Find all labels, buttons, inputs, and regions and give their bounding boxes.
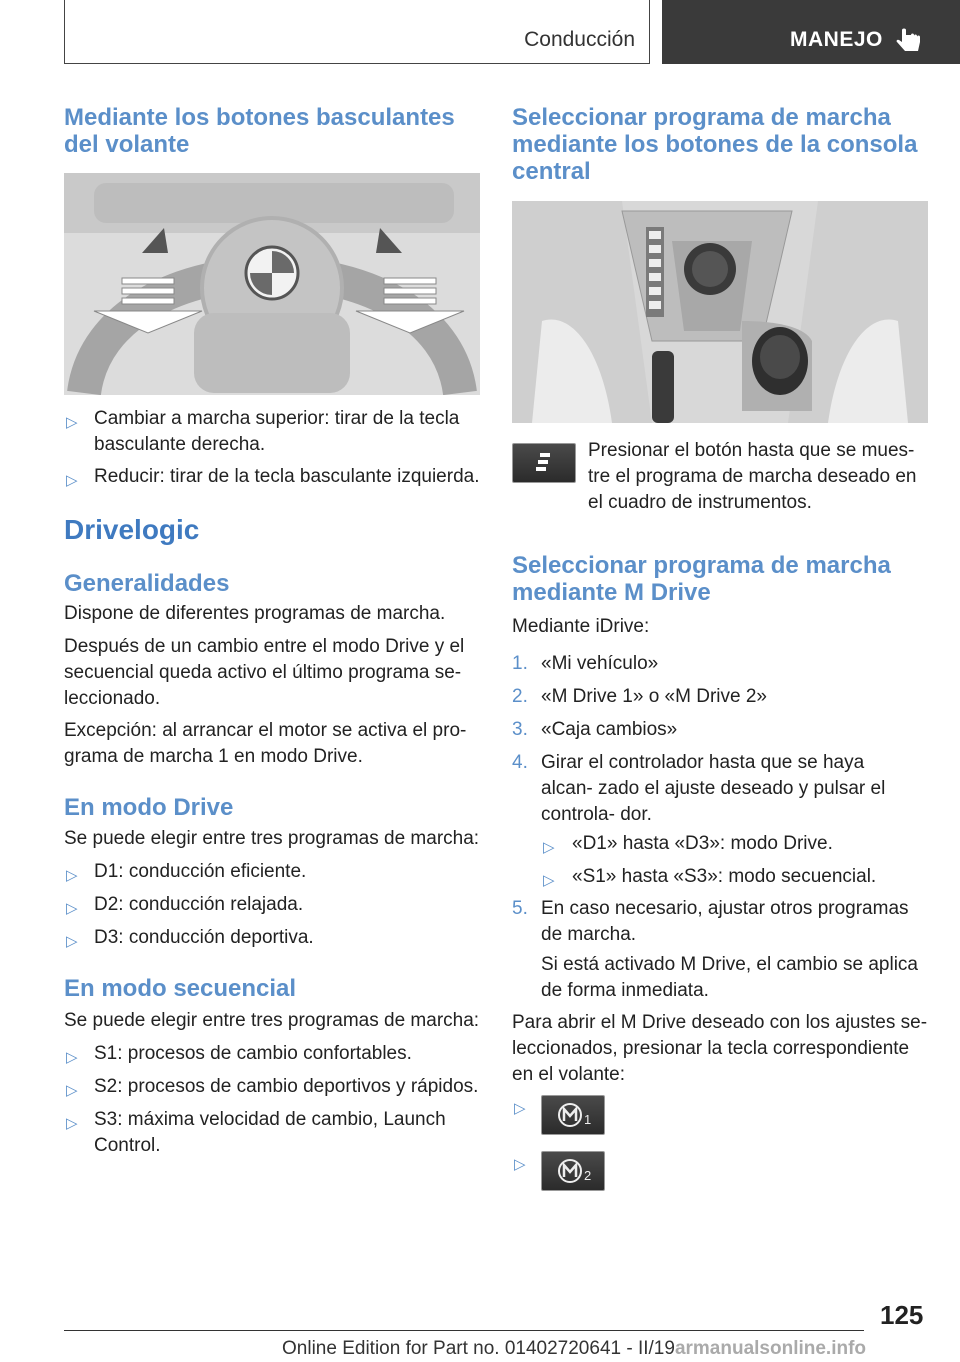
drive-bullet: D3: conducción deportiva. [94,927,314,948]
footer-watermark: armanualsonline.info [674,1338,867,1359]
paddle-bullet: Reducir: tirar de la tecla basculante izquierda. [94,466,480,487]
footer-edition [282,1338,866,1360]
bullet-triangle-icon: ▷ [66,1115,78,1132]
drive-intro: Se puede elegir entre tres programas de marcha: [64,828,480,849]
drivelogic-button-image [512,443,576,483]
step-number: 3. [512,719,528,740]
bullet-triangle-icon: ▷ [543,839,555,856]
sub-bullet: «D1» hasta «D3»: modo Drive. [572,833,833,854]
step-text: «M Drive 1» o «M Drive 2» [541,686,767,707]
heading-mdrive: Seleccionar programa de marcha mediante M Drive [512,552,891,606]
seq-bullet: S2: procesos de cambio deportivos y rápidos. [94,1076,479,1097]
heading-sequential-mode: En modo secuencial [64,975,297,1002]
seq-bullet: S1: procesos de cambio confortables. [94,1043,412,1064]
footer-divider [64,1330,864,1331]
footer-edition-text: Online Edition for Part no. 01402720641 - II/19 [282,1338,675,1359]
paddle-bullet: Cambiar a marcha superior: tirar de la tecla basculante derecha. [94,408,460,455]
bullet-triangle-icon: ▷ [66,900,78,917]
steering-wheel-image [64,173,480,395]
drive-bullet: D2: conducción relajada. [94,894,304,915]
sub-bullet: «S1» hasta «S3»: modo secuencial. [572,866,877,887]
step-text: «Mi vehículo» [541,653,659,674]
seq-bullet: S3: máxima velocidad de cambio, Launch Control. [94,1109,446,1156]
header-chapter-label: MANEJO [790,28,883,51]
bullet-triangle-icon: ▷ [66,472,78,489]
m2-button-image [541,1151,605,1191]
bullet-triangle-icon: ▷ [514,1156,526,1173]
closing-paragraph: Para abrir el M Drive deseado con los ajustes se- leccionados, presionar la tecla correspondiente en el volante: [512,1012,928,1085]
heading-generalidades: Generalidades [64,570,230,597]
m1-subscript: 1 [584,1112,592,1127]
step-text: Girar el controlador hasta que se haya alcan- zado el ajuste deseado y pulsar el controla- dor. [541,752,886,825]
general-paragraph: Dispone de diferentes programas de marcha. [64,603,446,624]
pointing-hand-icon [896,26,926,54]
drivelogic-bars-icon [513,444,575,482]
header-section-tab [64,0,650,64]
page-number: 125 [880,1300,924,1330]
step-number: 5. [512,898,528,919]
step-text: En caso necesario, ajustar otros programas de marcha. [541,898,909,945]
heading-paddles: Mediante los botones basculantes del volante [64,104,455,158]
console-text: Presionar el botón hasta que se mues- tre el programa de marcha deseado en el cuadro de instrumentos. [588,440,917,513]
m-drive-icon [542,1152,604,1190]
console-text-first-lines [588,438,928,516]
step5-note: Si está activado M Drive, el cambio se aplica de forma inmediata. [541,954,918,1001]
bullet-triangle-icon: ▷ [66,867,78,884]
drive-bullet: D1: conducción eficiente. [94,861,307,882]
bullet-triangle-icon: ▷ [66,414,78,431]
bullet-triangle-icon: ▷ [514,1100,526,1117]
header-chapter-tab [662,0,960,64]
bullet-triangle-icon: ▷ [66,933,78,950]
bullet-triangle-icon: ▷ [66,1049,78,1066]
m1-button-image [541,1095,605,1135]
center-console-image [512,201,928,423]
heading-drive-mode: En modo Drive [64,794,234,821]
mdrive-intro: Mediante iDrive: [512,616,650,637]
heading-console-buttons: Seleccionar programa de marcha mediante los botones de la consola central [512,104,918,185]
m-drive-icon [542,1096,604,1134]
bullet-triangle-icon: ▷ [66,1082,78,1099]
step-text: «Caja cambios» [541,719,678,740]
general-paragraph: Después de un cambio entre el modo Drive y el secuencial queda activo el último programa se- leccionado. [64,636,465,709]
seq-intro: Se puede elegir entre tres programas de marcha: [64,1010,480,1031]
m2-subscript: 2 [584,1168,592,1183]
general-paragraph: Excepción: al arrancar el motor se activa el pro- grama de marcha 1 en modo Drive. [64,720,467,767]
header-section-label: Conducción [524,28,635,51]
heading-drivelogic: Drivelogic [64,514,200,545]
step-number: 4. [512,752,528,773]
step-number: 2. [512,686,528,707]
step-number: 1. [512,653,528,674]
bullet-triangle-icon: ▷ [543,872,555,889]
